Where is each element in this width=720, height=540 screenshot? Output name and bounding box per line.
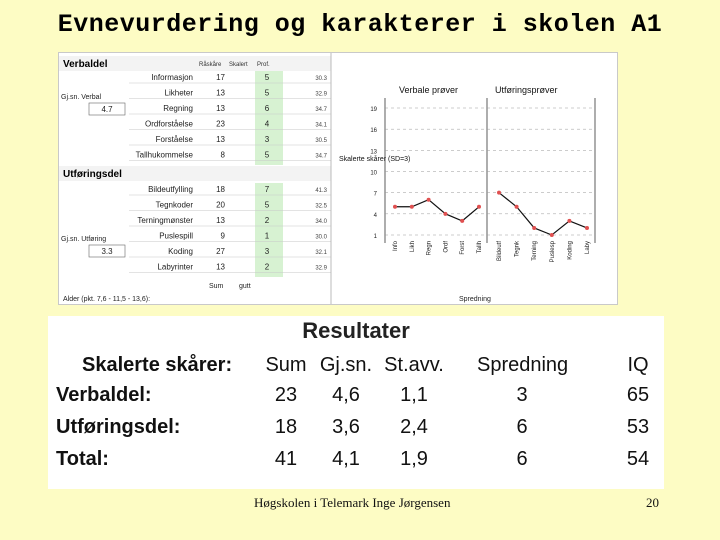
chart-x-tick-label: Koding: [567, 241, 574, 260]
verbal-raw-score: 23: [216, 119, 225, 129]
chart-point: [410, 205, 414, 209]
chart-point: [550, 233, 554, 237]
footer-credit: Høgskolen i Telemark Inge Jørgensen: [254, 495, 451, 510]
chart-y-tick-label: 19: [370, 107, 377, 113]
results-cell: 54: [626, 448, 650, 470]
results-cell: 4,1: [332, 448, 360, 470]
perf-raw-score: 13: [216, 216, 225, 225]
sum-value: gutt: [239, 283, 251, 290]
perf-test-name: Bildeutfylling: [148, 185, 193, 194]
chart-x-tick-label: Laby: [585, 241, 591, 255]
verbal-raw-score: 13: [216, 104, 225, 113]
chart-y-tick-label: 13: [370, 149, 377, 156]
results-cell: 6: [516, 416, 528, 438]
chart-point: [567, 219, 571, 223]
col-header-scaled: Skalert: [229, 62, 248, 68]
results-cell: 1,9: [400, 448, 428, 470]
verbal-test-name: Informasjon: [151, 73, 193, 82]
verbal-prof-score: 30.5: [315, 138, 327, 144]
verbal-prof-score: 34.1: [315, 122, 327, 129]
verbal-test-name: Likheter: [164, 88, 193, 98]
chart-y-tick-label: 1: [373, 234, 377, 240]
verbal-raw-score: 17: [216, 73, 225, 82]
results-column-header: Gj.sn.: [319, 354, 373, 376]
chart-x-tick-label: Likh: [409, 241, 416, 253]
perf-prof-score: 32.1: [315, 250, 327, 256]
chart-point: [515, 205, 519, 209]
verbal-scaled-score: 5: [264, 88, 270, 98]
results-row: [48, 416, 664, 450]
results-cell: 18: [274, 416, 298, 438]
verbal-scaled-score: 6: [264, 104, 270, 113]
chart-x-tick-label: Ordf: [443, 241, 450, 253]
perf-avg-label: Gj.sn. Utføring: [61, 236, 107, 243]
verbal-test-name: Ordforståelse: [144, 119, 193, 129]
chart-point: [477, 205, 481, 209]
chart-y-tick-label: 4: [373, 212, 377, 219]
results-cell: 6: [516, 448, 528, 470]
results-column-header: Spredning: [477, 354, 569, 376]
results-cell: 1,1: [400, 384, 428, 406]
verbal-prof-score: 30.3: [315, 76, 327, 82]
chart-y-tick-label: 16: [370, 128, 377, 135]
verbal-scaled-score: 4: [264, 119, 270, 129]
verbal-avg-value: 4.7: [101, 105, 113, 114]
results-row: [48, 448, 664, 482]
chart-point: [393, 205, 397, 209]
verbal-test-name: Forståelse: [155, 135, 193, 144]
results-row-label: Utføringsdel:: [56, 416, 181, 438]
chart-x-tick-label: Forst: [460, 241, 467, 255]
chart-title-verbal: Verbale prøver: [399, 85, 459, 95]
results-panel: [48, 316, 664, 489]
perf-raw-score: 13: [216, 262, 225, 272]
results-row-label: Total:: [56, 448, 109, 470]
perf-scaled-score: 7: [264, 185, 270, 194]
perf-header: Utføringsdel: [63, 169, 122, 180]
perf-scaled-score: 1: [264, 231, 270, 241]
verbal-raw-score: 13: [216, 88, 225, 98]
results-header-label: Skalerte skårer:: [82, 354, 233, 376]
spreadsheet-graphic: [59, 53, 617, 304]
results-row-label: Verbaldel:: [56, 384, 152, 406]
verbal-raw-score: 13: [216, 135, 225, 144]
verbal-avg-label: Gj.sn. Verbal: [61, 94, 102, 101]
perf-scaled-score: 3: [264, 247, 270, 256]
results-cell: 3,6: [332, 416, 360, 438]
chart-x-tick-label: Regn: [426, 241, 433, 256]
chart-x-tick-label: Info: [393, 241, 399, 252]
chart-x-tick-label: Terning: [532, 241, 539, 261]
results-column-header: Sum: [265, 354, 307, 376]
results-row: [48, 384, 664, 418]
perf-prof-score: 34.0: [315, 219, 327, 225]
perf-scaled-score: 5: [264, 200, 270, 210]
perf-test-name: Labyrinter: [157, 262, 193, 272]
perf-scaled-score: 2: [264, 216, 270, 225]
verbal-header: Verbaldel: [63, 59, 108, 70]
perf-test-name: Koding: [168, 247, 193, 256]
chart-x-tick-label: Tegnk: [514, 241, 521, 258]
perf-prof-score: 32.5: [315, 203, 327, 210]
perf-test-name: Tegnkoder: [155, 200, 193, 210]
col-header-prof: Prof.: [257, 62, 270, 68]
slide-title: Evnevurdering og karakterer i skolen A1: [57, 10, 663, 39]
verbal-prof-score: 32.9: [315, 91, 327, 98]
chart-x-tick-label: Bildeutf: [497, 241, 503, 262]
footer-page-number: 20: [646, 495, 659, 510]
verbal-scaled-score: 3: [264, 135, 270, 144]
col-header-raw: Råskåre: [199, 62, 222, 68]
perf-test-name: Puslespill: [159, 231, 193, 241]
spreadsheet-screenshot: [58, 52, 618, 305]
skalerte-label: Skalerte skårer (SD=3): [339, 156, 411, 163]
chart-y-tick-label: 10: [370, 170, 377, 177]
bottom-text: Spredning: [459, 296, 491, 303]
chart-point: [585, 226, 589, 230]
chart-point: [460, 219, 464, 223]
verbal-raw-score: 8: [220, 150, 225, 160]
perf-avg-value: 3.3: [101, 247, 113, 256]
results-cell: 4,6: [332, 384, 360, 406]
results-column-header: St.avv.: [384, 354, 444, 376]
perf-raw-score: 20: [216, 200, 225, 210]
age-text: Alder (pkt. 7,6 - 11,5 - 13,6):: [63, 296, 151, 303]
perf-prof-score: 32.9: [315, 265, 327, 272]
perf-scaled-score: 2: [264, 262, 270, 272]
verbal-prof-score: 34.7: [315, 153, 327, 160]
verbal-scaled-score: 5: [264, 150, 270, 160]
verbal-test-name: Tallhukommelse: [135, 150, 193, 160]
results-cell: 3: [516, 384, 528, 406]
perf-raw-score: 27: [216, 247, 225, 256]
results-column-header: IQ: [627, 354, 649, 376]
chart-point: [532, 226, 536, 230]
results-cell: 65: [626, 384, 650, 406]
verbal-test-name: Regning: [163, 104, 193, 113]
sum-label: Sum: [209, 283, 224, 290]
results-cell: 41: [274, 448, 298, 470]
chart-x-tick-label: Puslesp: [549, 241, 556, 263]
chart-point: [497, 191, 501, 195]
chart-y-tick-label: 7: [373, 191, 377, 198]
perf-prof-score: 41.3: [315, 188, 327, 194]
perf-raw-score: 9: [220, 231, 225, 241]
results-cell: 23: [274, 384, 298, 406]
verbal-prof-score: 34.7: [315, 107, 327, 113]
chart-point: [427, 198, 431, 202]
chart-x-tick-label: Tallh: [477, 241, 483, 254]
perf-test-name: Terningmønster: [137, 216, 193, 225]
perf-prof-score: 30.0: [315, 234, 327, 241]
verbal-scaled-score: 5: [264, 73, 270, 82]
perf-raw-score: 18: [216, 185, 225, 194]
results-cell: 2,4: [400, 416, 428, 438]
results-cell: 53: [626, 416, 650, 438]
chart-title-perf: Utføringsprøver: [495, 85, 558, 95]
results-title: Resultater: [302, 318, 410, 343]
chart-point: [443, 212, 447, 216]
